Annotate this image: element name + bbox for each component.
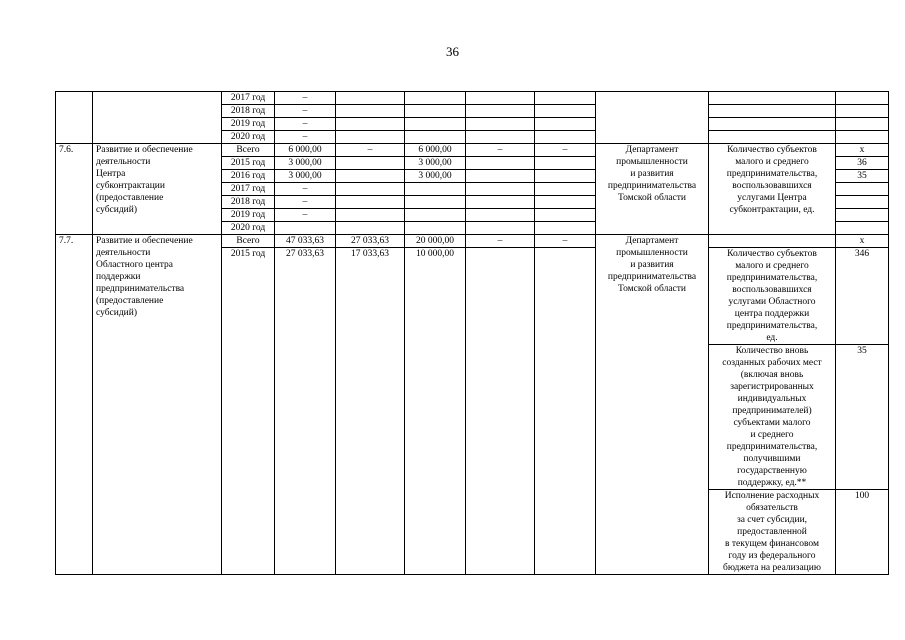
cell-total: –: [275, 105, 336, 118]
indicator-value: 35: [836, 345, 889, 490]
indicator-name: Количество субъектов малого и среднего предпринимательства, воспользовавшихся услугами Центра субконтрактации, ед.: [709, 144, 836, 235]
row-number: 7.7.: [56, 235, 93, 575]
cell-num: [56, 92, 93, 144]
indicator-value: х: [836, 144, 889, 157]
table-row: 2015 год 3 000,00 3 000,00 36: [56, 157, 889, 170]
table-row: 2016 год 3 000,00 3 000,00 35: [56, 170, 889, 183]
indicator-value: 100: [836, 490, 889, 575]
cell-total: –: [275, 92, 336, 105]
table-row: 7.6. Развитие и обеспечение деятельности Центра субконтрактации (предоставление субсидий) Всего 6 000,00 – 6 000,00 – – Департамент промышленности и развития предпринимательства Томской области Количество субъектов малого и среднего предпринимательства, воспользовавшихся услугами Центра субконтрактации, ед. х: [56, 144, 889, 157]
program-table: [55, 91, 889, 575]
indicator-value: 36: [836, 157, 889, 170]
indicator-value: 346: [836, 248, 889, 345]
indicator-name: Количество субъектов малого и среднего предпринимательства, воспользовавшихся услугами Областного центра поддержки предпринимательства, ед.: [709, 248, 836, 345]
cell-dept: [596, 92, 709, 144]
cell-total: –: [275, 131, 336, 144]
indicator-name: Исполнение расходных обязательств за счет субсидии, предоставленной в текущем финансовом году из федерального бюджета на реализацию: [709, 490, 836, 575]
indicator-name: Количество вновь созданных рабочих мест (включая вновь зарегистрированных индивидуальных предпринимателей) субъектами малого и среднего предпринимательства, получившими государственную поддержку, ед.**: [709, 345, 836, 490]
cell-year: 2018 год: [222, 105, 275, 118]
row-number: 7.6.: [56, 144, 93, 235]
department: Департамент промышленности и развития предпринимательства Томской области: [596, 235, 709, 575]
table-row: 2015 год 27 033,63 17 033,63 10 000,00 Количество субъектов малого и среднего предпринимательства, воспользовавшихся услугами Областного центра поддержки предпринимательства, ед. 346: [56, 248, 889, 345]
measure-name: Развитие и обеспечение деятельности Центра субконтрактации (предоставление субсидий): [93, 144, 222, 235]
cell-year: 2017 год: [222, 92, 275, 105]
table-row: 7.7. Развитие и обеспечение деятельности Областного центра поддержки предпринимательства (предоставление субсидий) Всего 47 033,63 27 033,63 20 000,00 – – Департамент промышленности и развития предпринимательства Томской области х: [56, 235, 889, 248]
department: Департамент промышленности и развития предпринимательства Томской области: [596, 144, 709, 235]
cell-total: –: [275, 118, 336, 131]
measure-name: Развитие и обеспечение деятельности Областного центра поддержки предпринимательства (предоставление субсидий): [93, 235, 222, 575]
indicator-value: х: [836, 235, 889, 248]
table-row: 2017 год –: [56, 183, 889, 196]
cell-year: 2019 год: [222, 118, 275, 131]
cell-name: [93, 92, 222, 144]
cell-year: 2020 год: [222, 131, 275, 144]
table-row: 2020 год: [56, 222, 889, 235]
table-row: 2019 год –: [56, 209, 889, 222]
table-row: [56, 92, 889, 105]
page-number: 36: [446, 44, 459, 59]
table-row: 2018 год –: [56, 196, 889, 209]
indicator-value: 35: [836, 170, 889, 183]
